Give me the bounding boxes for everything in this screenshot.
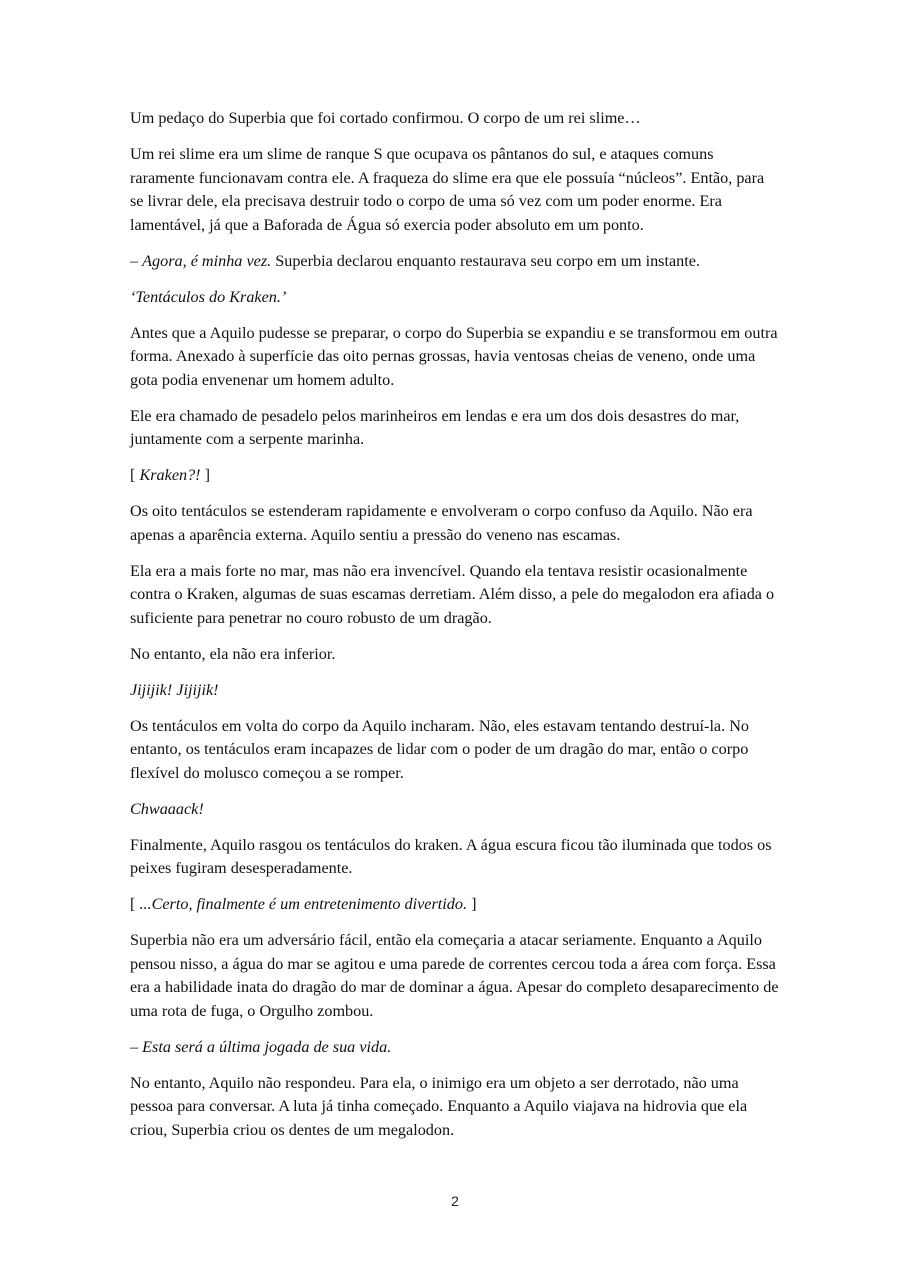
- paragraph-18: [130, 1072, 780, 1143]
- sound-effect: Jijijik! Jijijik!: [130, 680, 219, 699]
- bracket-thought-line: [130, 893, 780, 917]
- sound-effect-line: [130, 679, 780, 703]
- bracket-thought: ...Certo, finalmente é um entretenimento divertido.: [139, 895, 468, 913]
- paragraph-text: Um rei slime era um slime de ranque S que ocupava os pântanos do sul, e ataques comuns raramente funcionavam contra ele. A fraqueza do slime era que ele possuía “núcleos”. Então, para se livrar dele, ela precisava destruir todo o corpo de uma só vez com um poder enorme. Era lamentável, já que a Baforada de Água só exercia poder absoluto em um ponto.: [130, 145, 765, 234]
- bracket-close: ]: [200, 466, 211, 484]
- dialogue-speech: Esta será a última jogada de sua vida.: [142, 1037, 392, 1056]
- paragraph-text: Antes que a Aquilo pudesse se preparar, o corpo do Superbia se expandiu e se transformou em outra forma. Anexado à superfície das oito pernas grossas, havia ventosas cheias de veneno, onde uma gota podia envenenar um homem adulto.: [130, 323, 778, 389]
- sound-effect: Chwaaack!: [130, 799, 204, 818]
- paragraph-text: Superbia não era um adversário fácil, então ela começaria a atacar seriamente. Enquanto a Aquilo pensou nisso, a água do mar se agitou e uma parede de correntes cercou toda a área com força. Essa era a habilidade inata do dragão do mar de dominar a água. Apesar do completo desaparecimento de uma rota de fuga, o Orgulho zombou.: [130, 931, 779, 1020]
- paragraph-text: Finalmente, Aquilo rasgou os tentáculos do kraken. A água escura ficou tão iluminada que todos os peixes fugiram desesperadamente.: [130, 835, 772, 877]
- page-body: [130, 107, 780, 1155]
- dialogue-line: [130, 1036, 780, 1060]
- paragraph-8: [130, 500, 780, 547]
- bracket-close: ]: [467, 895, 477, 913]
- paragraph-text: No entanto, Aquilo não respondeu. Para ela, o inimigo era um objeto a ser derrotado, não uma pessoa para conversar. A luta já tinha começado. Enquanto a Aquilo viajava na hidrovia que ela criou, Superbia criou os dentes de um megalodon.: [130, 1073, 748, 1139]
- bracket-open: [: [130, 895, 140, 913]
- paragraph-text: Ela era a mais forte no mar, mas não era invencível. Quando ela tentava resistir ocasionalmente contra o Kraken, algumas de suas escamas derretiam. Além disso, a pele do megalodon era afiada o suficiente para penetrar no couro robusto de um dragão.: [130, 561, 775, 627]
- paragraph-6: [130, 405, 780, 452]
- paragraph-14: [130, 834, 780, 881]
- sound-effect-line: [130, 798, 780, 822]
- dialogue-dash: –: [130, 1037, 143, 1056]
- page-number: 2: [451, 1193, 459, 1209]
- paragraph-9: [130, 560, 780, 631]
- paragraph-text: No entanto, ela não era inferior.: [130, 644, 336, 663]
- paragraph-text: Ele era chamado de pesadelo pelos marinheiros em lendas e era um dos dois desastres do mar, juntamente com a serpente marinha.: [130, 406, 740, 448]
- paragraph-1: [130, 107, 780, 131]
- paragraph-text: Um pedaço do Superbia que foi cortado confirmou. O corpo de um rei slime…: [130, 109, 641, 127]
- paragraph-10: [130, 643, 780, 667]
- skill-name-line: [130, 286, 780, 310]
- paragraph-text: Os oito tentáculos se estenderam rapidamente e envolveram o corpo confuso da Aquilo. Não era apenas a aparência externa. Aquilo sentiu a pressão do veneno nas escamas.: [130, 502, 753, 544]
- dialogue-line: [130, 250, 780, 274]
- dialogue-narration: Superbia declarou enquanto restaurava seu corpo em um instante.: [271, 251, 700, 270]
- paragraph-16: [130, 929, 780, 1023]
- paragraph-2: [130, 143, 780, 237]
- dialogue-speech: Agora, é minha vez.: [142, 251, 272, 270]
- skill-name: ‘Tentáculos do Kraken.’: [130, 287, 287, 306]
- bracket-open: [: [130, 466, 140, 484]
- bracket-thought: Kraken?!: [139, 466, 201, 484]
- paragraph-text: Os tentáculos em volta do corpo da Aquilo incharam. Não, eles estavam tentando destruí-la. No entanto, os tentáculos eram incapazes de lidar com o poder de um dragão do mar, então o corpo flexível do molusco começou a se romper.: [130, 716, 749, 782]
- dialogue-dash: –: [130, 251, 143, 270]
- paragraph-5: [130, 322, 780, 393]
- bracket-thought-line: [130, 464, 780, 488]
- paragraph-12: [130, 715, 780, 786]
